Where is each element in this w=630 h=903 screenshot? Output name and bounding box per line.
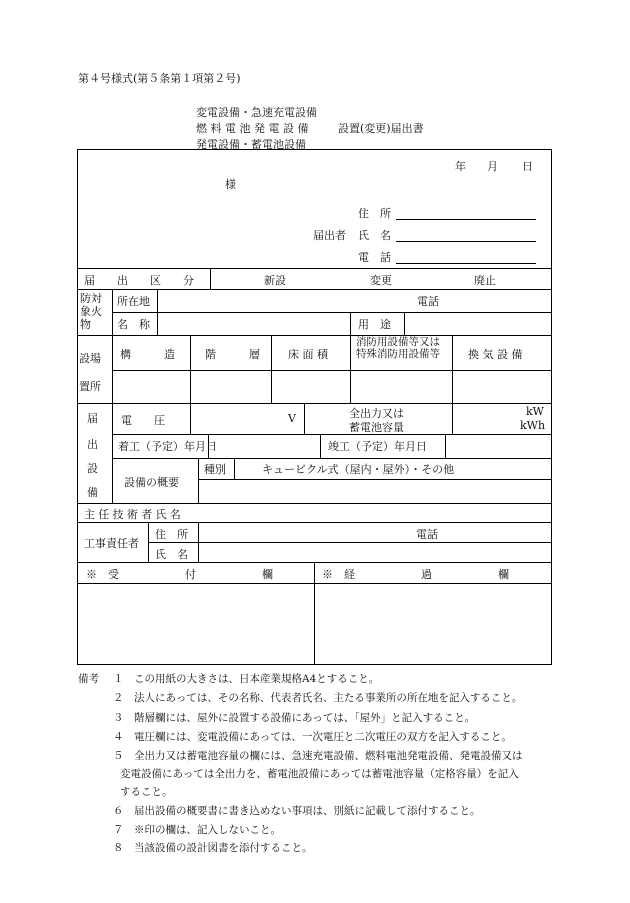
rule	[198, 522, 199, 562]
location-label: 所在地	[117, 295, 150, 308]
fire-equip-label: 消防用設備等又は特殊消防用設備等	[356, 336, 440, 360]
note-7: ７ ※印の欄は、記入しないこと。	[113, 824, 281, 836]
contractor-name-label: 氏 名	[155, 548, 188, 561]
kubun-change[interactable]: 変更	[370, 274, 392, 287]
output-label-1: 全出力又は	[349, 407, 404, 420]
rule	[112, 434, 552, 435]
name-field[interactable]	[396, 241, 536, 242]
notifier-label: 届出者	[313, 229, 346, 242]
output-label-2: 蓄電池容量	[349, 421, 404, 434]
note-5b: 変電設備にあっては全出力を、蓄電池設備にあっては蓄電池容量（定格容量）を記入	[120, 768, 519, 780]
equip-label-1: 届	[87, 412, 98, 425]
rule	[77, 289, 552, 290]
rule	[452, 335, 453, 403]
rule	[190, 335, 191, 403]
rule	[320, 434, 321, 458]
form-number: 第４号様式(第５条第１項第２号)	[78, 72, 241, 85]
note-1: １ この用紙の大きさは、日本産業規格A4とすること。	[113, 673, 380, 685]
voltage-label: 電 圧	[121, 414, 165, 427]
rule	[452, 403, 453, 434]
title-line2: 燃 料 電 池 発 電 設 備	[196, 122, 309, 135]
structure-label: 構 造	[120, 348, 175, 361]
target-label: 防対象火物	[80, 292, 102, 331]
phone-label: 電 話	[358, 251, 391, 264]
target-name-label: 名 称	[117, 318, 150, 331]
address-label: 住 所	[358, 207, 391, 220]
rule	[404, 312, 405, 335]
equip-label-3: 設	[87, 462, 98, 475]
type-label: 種別	[204, 463, 226, 476]
rule	[112, 403, 113, 503]
date-month: 月	[487, 160, 498, 173]
note-8: ８ 当該設備の設計図書を添付すること。	[113, 842, 313, 854]
kw-unit: kW	[526, 405, 544, 418]
rule	[112, 289, 113, 403]
rule	[77, 335, 552, 336]
rule	[148, 522, 149, 562]
contractor-address-label: 住 所	[155, 528, 188, 541]
overview-label: 設備の概要	[124, 476, 179, 489]
phone-field[interactable]	[396, 263, 536, 264]
rule	[112, 312, 552, 313]
place-label-2: 置所	[79, 380, 101, 393]
addressee-sama: 様	[225, 178, 236, 191]
voltage-unit: V	[288, 412, 296, 425]
kubun-abolish[interactable]: 廃止	[474, 274, 496, 287]
rule	[198, 479, 552, 480]
rule	[234, 458, 235, 479]
kwh-unit: kWh	[520, 419, 546, 432]
vent-label: 換 気 設 備	[468, 348, 523, 361]
engineer-label: 主任技術者氏名	[84, 508, 185, 521]
floor-label: 階 層	[205, 348, 260, 361]
equip-label-2: 出	[87, 438, 98, 451]
rule	[271, 335, 272, 403]
notes-head: 備考	[78, 673, 99, 685]
place-label-1: 設場	[79, 352, 101, 365]
rule	[350, 335, 351, 403]
title-suffix: 設置(変更)届出書	[338, 122, 424, 135]
rule	[210, 268, 211, 289]
kubun-new[interactable]: 新設	[264, 274, 286, 287]
note-6: ６ 届出設備の概要書に書き込めない事項は、別紙に記載して添付すること。	[113, 805, 481, 817]
finish-date-label: 竣工（予定）年月日	[328, 440, 427, 453]
usage-label: 用 途	[358, 318, 391, 331]
target-phone-label: 電話	[417, 295, 439, 308]
note-3: ３ 階層欄には、屋外に設置する設備にあっては、「屋外」と記入すること。	[113, 712, 476, 724]
note-2: ２ 法人にあっては、その名称、代表者氏名、主たる事業所の所在地を記入すること。	[113, 692, 523, 704]
address-field[interactable]	[396, 219, 536, 220]
name-label: 氏 名	[358, 229, 391, 242]
title-line1: 変電設備・急速充電設備	[196, 106, 317, 119]
start-date-label: 着工（予定）年月日	[118, 440, 217, 453]
contractor-phone-label: 電話	[416, 528, 438, 541]
rule	[77, 503, 552, 504]
rule	[112, 458, 552, 459]
rule	[190, 403, 191, 434]
date-day: 日	[522, 160, 533, 173]
rule	[77, 403, 552, 404]
note-5a: ５ 全出力又は蓄電池容量の欄には、急速充電設備、燃料電池発電設備、発電設備又は	[113, 750, 523, 762]
rule	[157, 289, 158, 335]
type-value[interactable]: キュービクル式（屋内・屋外）・その他	[262, 463, 455, 476]
area-label: 床 面 積	[288, 348, 328, 361]
rule	[148, 542, 552, 543]
rule	[445, 434, 446, 458]
rule	[198, 458, 199, 503]
kubun-label: 届 出 区 分	[84, 274, 194, 287]
rule	[77, 268, 552, 269]
note-5c: すること。	[120, 786, 173, 798]
progress-column-label: ※ 経 過 欄	[322, 568, 509, 581]
contractor-label: 工事責任者	[84, 537, 139, 550]
rule	[350, 312, 351, 335]
date-year: 年	[455, 160, 466, 173]
rule	[112, 370, 552, 371]
equip-label-4: 備	[87, 486, 98, 499]
rule	[314, 562, 315, 665]
note-4: ４ 電圧欄には、変電設備にあっては、一次電圧と二次電圧の双方を記入すること。	[113, 731, 512, 743]
receipt-column-label: ※ 受 付 欄	[86, 568, 273, 581]
title-line3: 発電設備・蓄電池設備	[196, 138, 306, 151]
rule	[304, 403, 305, 434]
